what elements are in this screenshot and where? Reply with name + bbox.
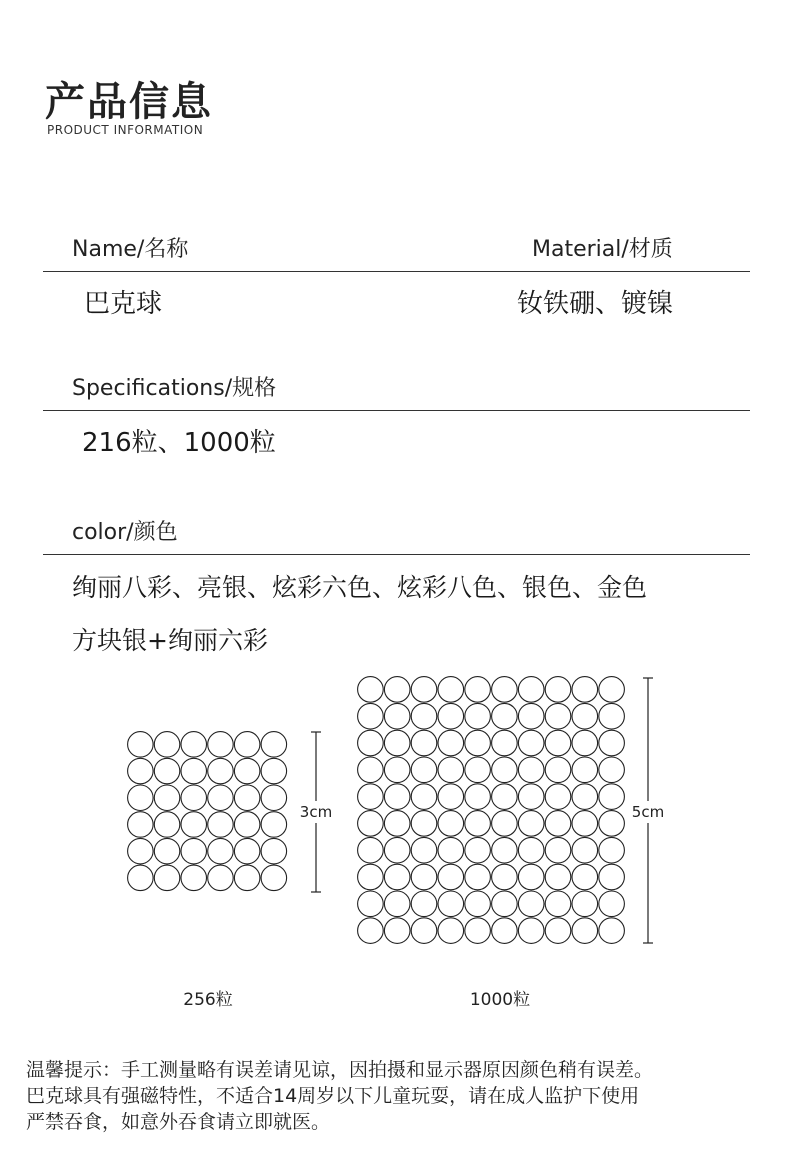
ball-circle [438,703,464,729]
small-ball-grid [128,732,287,891]
ball-circle [599,811,625,837]
ball-circle [384,864,410,890]
ball-circle [181,785,207,811]
ball-circle [518,757,544,783]
ball-circle [572,703,598,729]
name-label: Name/名称 [72,237,189,262]
ball-circle [384,811,410,837]
color-label: color/颜色 [72,520,178,545]
ball-circle [128,812,154,838]
ball-circle [599,891,625,917]
ball-circle [384,891,410,917]
ball-circle [411,677,437,703]
ball-circle [492,757,518,783]
ball-circle [572,730,598,756]
ball-circle [438,891,464,917]
ball-circle [465,864,491,890]
ball-circle [545,891,571,917]
ball-circle [518,677,544,703]
ball-circle [208,732,234,758]
ball-circle [545,703,571,729]
ball-circle [492,784,518,810]
ball-circle [261,865,287,891]
ball-circle [518,784,544,810]
ball-circle [438,757,464,783]
ball-circle [261,785,287,811]
ball-circle [465,837,491,863]
ball-circle [572,918,598,944]
page-title: 产品信息 [45,79,213,125]
ball-circle [411,837,437,863]
ball-circle [465,918,491,944]
large-grid-caption: 1000粒 [469,990,531,1010]
ball-circle [545,811,571,837]
ball-circle [465,891,491,917]
ball-circle [465,730,491,756]
notice-line-2: 巴克球具有强磁特性，不适合14周岁以下儿童玩耍，请在成人监护下使用 [26,1085,640,1107]
ball-circle [518,837,544,863]
ball-circle [438,677,464,703]
ball-circle [572,837,598,863]
ball-circle [128,838,154,864]
ball-circle [599,703,625,729]
ball-circle [599,757,625,783]
ball-circle [492,918,518,944]
name-value: 巴克球 [84,289,163,319]
ball-circle [234,812,260,838]
ball-circle [384,677,410,703]
ball-circle [545,784,571,810]
ball-circle [384,730,410,756]
ball-circle [492,891,518,917]
ball-circle [128,732,154,758]
ball-circle [572,891,598,917]
ball-circle [384,784,410,810]
ball-circle [154,838,180,864]
ball-circle [599,784,625,810]
ball-circle [465,757,491,783]
ball-circle [411,811,437,837]
ball-circle [572,811,598,837]
color-options-line-1: 绚丽八彩、亮银、炫彩六色、炫彩八色、银色、金色 [72,573,648,602]
notice-line-1: 温馨提示：手工测量略有误差请见谅，因拍摄和显示器原因颜色稍有误差。 [26,1059,654,1081]
ball-circle [465,703,491,729]
ball-circle [234,785,260,811]
ball-circle [384,837,410,863]
ball-circle [518,891,544,917]
ball-circle [438,918,464,944]
ball-circle [154,865,180,891]
ball-circle [261,758,287,784]
ball-circle [261,732,287,758]
ball-circle [465,784,491,810]
small-grid-caption: 256粒 [183,990,233,1010]
ball-circle [545,757,571,783]
ball-circle [358,864,384,890]
ball-circle [599,918,625,944]
ball-circle [128,758,154,784]
ball-circle [599,730,625,756]
ball-circle [411,703,437,729]
ball-circle [181,865,207,891]
ball-circle [358,784,384,810]
ball-circle [208,785,234,811]
ball-circle [572,757,598,783]
color-options-line-2: 方块银+绚丽六彩 [72,626,268,655]
ball-circle [492,811,518,837]
page-subtitle: PRODUCT INFORMATION [47,123,204,137]
ball-circle [358,811,384,837]
ball-circle [358,677,384,703]
ball-circle [572,784,598,810]
ball-circle [208,865,234,891]
ball-circle [545,918,571,944]
ball-circle [599,837,625,863]
ball-circle [208,838,234,864]
ball-circle [438,784,464,810]
ball-circle [154,732,180,758]
ball-circle [545,730,571,756]
ball-circle [411,757,437,783]
ball-circle [234,758,260,784]
ball-circle [181,758,207,784]
ball-circle [154,812,180,838]
ball-circle [128,785,154,811]
ball-circle [572,864,598,890]
large-ball-grid [358,677,625,944]
ball-circle [518,730,544,756]
ball-circle [545,864,571,890]
ball-circle [234,865,260,891]
ball-circle [358,891,384,917]
ball-circle [234,838,260,864]
ball-circle [181,838,207,864]
ball-circle [492,703,518,729]
ball-circle [438,864,464,890]
ball-circle [411,730,437,756]
ball-circle [599,864,625,890]
ball-circle [465,677,491,703]
ball-circle [128,865,154,891]
ball-circle [492,730,518,756]
ball-circle [358,837,384,863]
material-value: 钕铁硼、镀镍 [517,289,674,319]
ball-circle [411,864,437,890]
ball-circle [411,891,437,917]
ball-circle [411,784,437,810]
material-label: Material/材质 [532,237,673,262]
ball-circle [518,864,544,890]
ball-circle [154,758,180,784]
ball-circle [234,732,260,758]
ball-circle [261,838,287,864]
ball-circle [599,677,625,703]
ball-circle [518,703,544,729]
small-size-label: 3cm [299,803,333,821]
specifications-label: Specifications/规格 [72,376,277,401]
ball-circle [358,918,384,944]
ball-circle [181,812,207,838]
ball-circle [384,757,410,783]
ball-circle [208,758,234,784]
specifications-value: 216粒、1000粒 [82,428,276,458]
ball-circle [384,918,410,944]
ball-circle [154,785,180,811]
ball-circle [384,703,410,729]
large-size-label: 5cm [631,803,665,821]
ball-circle [358,730,384,756]
ball-circle [261,812,287,838]
ball-circle [358,703,384,729]
ball-circle [518,811,544,837]
ball-circle [518,918,544,944]
ball-circle [492,864,518,890]
ball-circle [492,837,518,863]
ball-circle [208,812,234,838]
ball-circle [438,811,464,837]
notice-line-3: 严禁吞食，如意外吞食请立即就医。 [26,1111,331,1133]
ball-circle [411,918,437,944]
ball-circle [492,677,518,703]
ball-circle [181,732,207,758]
ball-circle [572,677,598,703]
ball-circle [438,837,464,863]
ball-circle [545,677,571,703]
ball-circle [438,730,464,756]
ball-circle [358,757,384,783]
ball-circle [465,811,491,837]
ball-circle [545,837,571,863]
